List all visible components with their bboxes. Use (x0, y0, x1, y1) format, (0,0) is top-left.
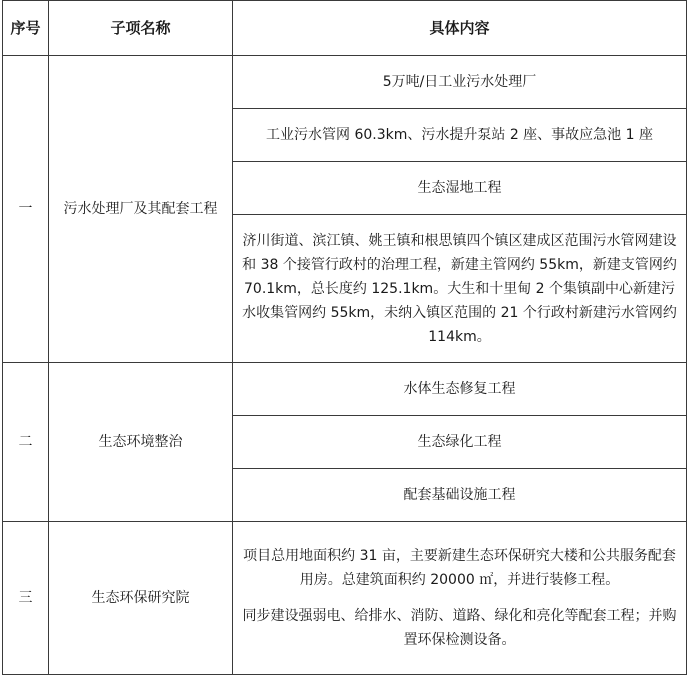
group-2-item-1: 水体生态修复工程 (233, 363, 687, 416)
header-content: 具体内容 (233, 1, 687, 56)
project-table (2, 0, 687, 675)
header-index: 序号 (3, 1, 49, 56)
table-row (3, 522, 687, 675)
group-1-item-2: 工业污水管网 60.3km、污水提升泵站 2 座、事故应急池 1 座 (233, 109, 687, 162)
table-row (3, 363, 687, 416)
group-2-item-3: 配套基础设施工程 (233, 469, 687, 522)
group-2-index: 二 (3, 363, 49, 522)
header-name: 子项名称 (49, 1, 233, 56)
group-1-index: 一 (3, 56, 49, 363)
group-1-item-3: 生态湿地工程 (233, 162, 687, 215)
group-1-item-1: 5万吨/日工业污水处理厂 (233, 56, 687, 109)
group-2-item-2: 生态绿化工程 (233, 416, 687, 469)
group-3-paragraph-1: 项目总用地面积约 31 亩，主要新建生态环保研究大楼和公共服务配套用房。总建筑面积约 20000 ㎡，并进行装修工程。 (243, 548, 676, 588)
group-3-content (233, 522, 687, 675)
group-3-name: 生态环保研究院 (49, 522, 233, 675)
group-3-index: 三 (3, 522, 49, 675)
group-2-name: 生态环境整治 (49, 363, 233, 522)
group-1-item-4: 济川街道、滨江镇、姚王镇和根思镇四个镇区建成区范围污水管网建设和 38 个接管行政村的治理工程，新建主管网约 55km，新建支管网约 70.1km，总长度约 125.1km。大生和十里甸 2 个集镇副中心新建污水收集管网约 55km，未纳入镇区范围的 21 个行政村新建污水管网约 114km。 (233, 215, 687, 363)
table-header-row (3, 1, 687, 56)
group-3-paragraph-2: 同步建设强弱电、给排水、消防、道路、绿化和亮化等配套工程；并购置环保检测设备。 (242, 608, 677, 648)
group-1-name: 污水处理厂及其配套工程 (49, 56, 233, 363)
table-row (3, 56, 687, 109)
